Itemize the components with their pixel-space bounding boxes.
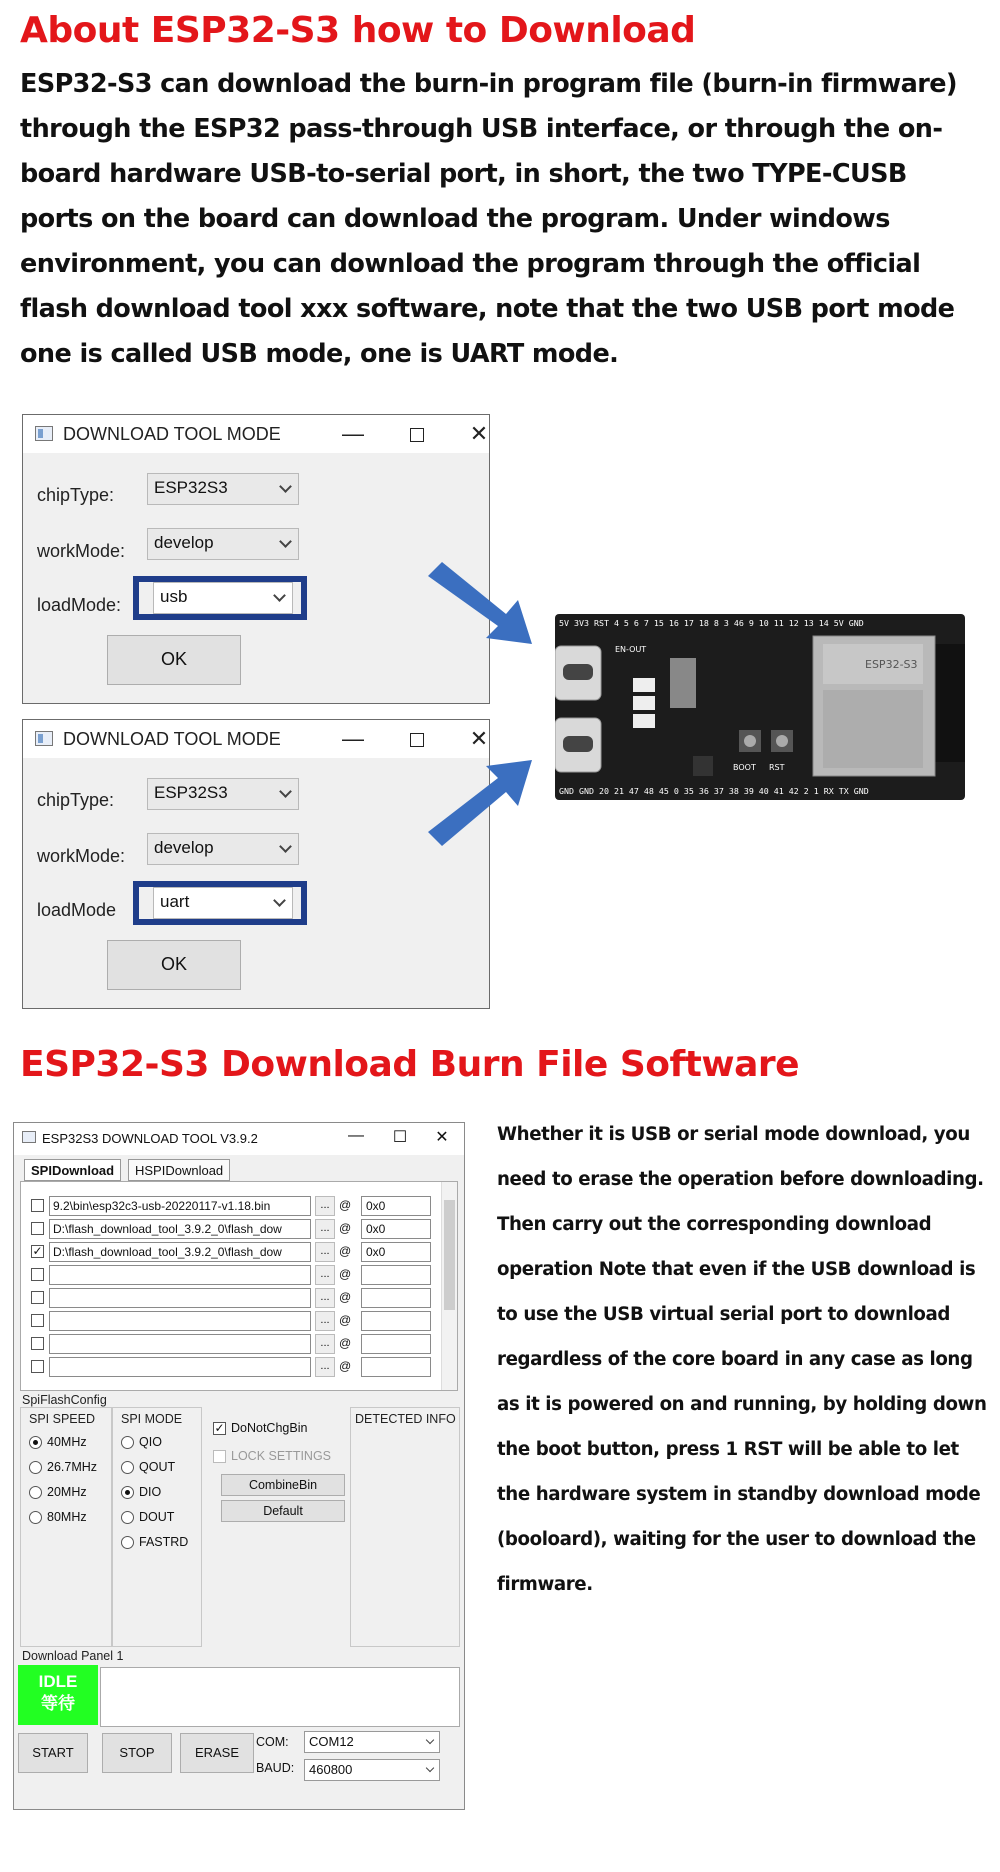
software-description: Whether it is USB or serial mode download, you need to erase the operation before downloading. Then carry out the corresponding download operation Note that even if the USB download is to use the USB virtual serial port to download regardless of the core board in any case as long as it is powered on and running, by holding down the boot button, press 1 RST will be able to let the hardware system in standby download mode (booloard), waiting for the user to download the firmware. xyxy=(497,1124,987,1595)
radio-26mhz[interactable] xyxy=(29,1461,42,1474)
address-input[interactable] xyxy=(361,1334,431,1354)
at-label: @ xyxy=(339,1336,352,1350)
file-enable-checkbox[interactable] xyxy=(31,1291,44,1304)
tool-titlebar xyxy=(14,1123,464,1155)
esp32-s3-board xyxy=(555,606,965,806)
status-badge xyxy=(18,1665,98,1725)
radio-label: QOUT xyxy=(139,1460,176,1474)
radio-fastrd[interactable] xyxy=(121,1536,134,1549)
file-row xyxy=(31,1288,451,1308)
address-input[interactable]: 0x0 xyxy=(361,1196,431,1216)
browse-button[interactable]: ... xyxy=(315,1196,335,1216)
close-button[interactable]: ✕ xyxy=(469,421,489,446)
file-enable-checkbox[interactable] xyxy=(31,1268,44,1281)
chevron-down-icon xyxy=(426,1764,434,1772)
file-path-input[interactable]: 9.2\bin\esp32c3-usb-20220117-v1.18.bin xyxy=(49,1196,311,1216)
baud-label: BAUD: xyxy=(256,1761,295,1775)
browse-button[interactable]: ... xyxy=(315,1219,335,1239)
file-enable-checkbox[interactable] xyxy=(31,1360,44,1373)
address-input[interactable]: 0x0 xyxy=(361,1242,431,1262)
workmode-label: workMode: xyxy=(37,541,126,561)
en-label: EN-OUT xyxy=(615,645,647,654)
address-input[interactable] xyxy=(361,1265,431,1285)
tab-hspidownload[interactable]: HSPIDownload xyxy=(128,1159,230,1181)
minimize-button[interactable]: — xyxy=(342,421,364,446)
maximize-icon xyxy=(410,733,424,747)
close-button[interactable]: ✕ xyxy=(435,1129,449,1146)
file-enable-checkbox[interactable] xyxy=(31,1222,44,1235)
arrow-right-up-icon xyxy=(420,752,540,852)
browse-button[interactable]: ... xyxy=(315,1334,335,1354)
spi-speed-label: SPI SPEED xyxy=(29,1412,95,1426)
at-label: @ xyxy=(339,1290,352,1304)
at-label: @ xyxy=(339,1221,352,1235)
workmode-select[interactable] xyxy=(147,833,299,865)
com-select[interactable] xyxy=(304,1731,440,1753)
chiptype-label: chipType: xyxy=(37,790,115,810)
dialog-title: DOWNLOAD TOOL MODE xyxy=(63,424,281,444)
maximize-button[interactable]: ☐ xyxy=(392,1129,408,1146)
options-group xyxy=(206,1407,348,1647)
radio-qio[interactable] xyxy=(121,1436,134,1449)
loadmode-highlight xyxy=(133,576,307,620)
at-label: @ xyxy=(339,1313,352,1327)
spiflashconfig-label: SpiFlashConfig xyxy=(22,1393,107,1407)
chiptype-select[interactable] xyxy=(147,778,299,810)
address-input[interactable]: 0x0 xyxy=(361,1219,431,1239)
address-input[interactable] xyxy=(361,1288,431,1308)
app-icon xyxy=(35,731,53,746)
file-enable-checkbox[interactable] xyxy=(31,1199,44,1212)
baud-select[interactable] xyxy=(304,1759,440,1781)
baud-value: 460800 xyxy=(309,1762,353,1777)
dialog-titlebar xyxy=(23,415,489,453)
maximize-button[interactable] xyxy=(397,724,437,754)
app-icon xyxy=(22,1131,36,1143)
radio-label: 40MHz xyxy=(47,1435,87,1449)
maximize-icon xyxy=(410,428,424,442)
detected-info-group xyxy=(350,1407,460,1647)
file-enable-checkbox[interactable]: ✓ xyxy=(32,1244,43,1258)
file-row xyxy=(31,1242,451,1262)
radio-dio[interactable] xyxy=(121,1486,134,1499)
file-path-input[interactable]: D:\flash_download_tool_3.9.2_0\flash_dow xyxy=(49,1219,311,1239)
combinebin-button[interactable]: CombineBin xyxy=(221,1474,345,1496)
minimize-button[interactable]: — xyxy=(342,726,364,751)
tab-spidownload[interactable]: SPIDownload xyxy=(24,1159,121,1181)
radio-label: FASTRD xyxy=(139,1535,189,1549)
radio-label: DIO xyxy=(139,1485,162,1499)
bottom-pin-labels: GND GND 20 21 47 48 45 0 35 36 37 38 39 40 41 42 2 1 RX TX GND xyxy=(559,786,869,796)
minimize-button[interactable]: — xyxy=(348,1127,364,1144)
section-heading-about: About ESP32-S3 how to Download xyxy=(20,10,696,51)
file-path-input[interactable]: D:\flash_download_tool_3.9.2_0\flash_dow xyxy=(49,1242,311,1262)
radio-qout[interactable] xyxy=(121,1461,134,1474)
log-output[interactable] xyxy=(100,1667,460,1727)
chiptype-value: ESP32S3 xyxy=(154,478,228,497)
spi-speed-group xyxy=(20,1407,112,1647)
chiptype-value: ESP32S3 xyxy=(154,783,228,802)
radio-label: QIO xyxy=(139,1435,162,1449)
arrow-right-down-icon xyxy=(420,556,540,646)
loadmode-value: usb xyxy=(160,587,188,606)
file-row xyxy=(31,1357,451,1377)
rst-label: RST xyxy=(769,763,785,772)
file-path-input[interactable] xyxy=(49,1334,311,1354)
boot-label: BOOT xyxy=(733,763,756,772)
spi-mode-label: SPI MODE xyxy=(121,1412,183,1426)
file-path-input[interactable] xyxy=(49,1357,311,1377)
file-path-input[interactable] xyxy=(49,1265,311,1285)
detected-info-label: DETECTED INFO xyxy=(355,1412,456,1426)
browse-button[interactable]: ... xyxy=(315,1265,335,1285)
browse-button[interactable]: ... xyxy=(315,1357,335,1377)
address-input[interactable] xyxy=(361,1357,431,1377)
at-label: @ xyxy=(339,1359,352,1373)
loadmode-value: uart xyxy=(160,892,190,911)
file-enable-checkbox[interactable] xyxy=(31,1314,44,1327)
loadmode-label: loadMode: xyxy=(37,595,122,615)
file-row xyxy=(31,1196,451,1216)
radio-label: 26.7MHz xyxy=(47,1460,98,1474)
download-panel-label: Download Panel 1 xyxy=(22,1649,124,1663)
app-icon xyxy=(35,426,53,441)
radio-label: 80MHz xyxy=(47,1510,87,1524)
chevron-down-icon xyxy=(279,840,292,853)
maximize-button[interactable] xyxy=(397,419,437,449)
workmode-value: develop xyxy=(154,838,214,857)
at-label: @ xyxy=(339,1267,352,1281)
radio-dout[interactable] xyxy=(121,1511,134,1524)
address-input[interactable] xyxy=(361,1311,431,1331)
file-row xyxy=(31,1219,451,1239)
module-label: ESP32-S3 xyxy=(865,658,918,671)
chevron-down-icon xyxy=(279,535,292,548)
com-value: COM12 xyxy=(309,1734,354,1749)
stop-button[interactable]: STOP xyxy=(102,1733,172,1773)
file-path-input[interactable] xyxy=(49,1288,311,1308)
default-button[interactable]: Default xyxy=(221,1500,345,1522)
radio-label: 20MHz xyxy=(47,1485,87,1499)
lock-settings-checkbox[interactable] xyxy=(213,1450,226,1463)
top-pin-labels: 5V 3V3 RST 4 5 6 7 15 16 17 18 8 3 46 9 10 11 12 13 14 5V GND xyxy=(559,618,864,628)
chevron-down-icon xyxy=(279,480,292,493)
file-enable-checkbox[interactable] xyxy=(31,1337,44,1350)
status-idle-cn-text: 等待 xyxy=(41,1694,75,1713)
browse-button[interactable]: ... xyxy=(315,1288,335,1308)
workmode-value: develop xyxy=(154,533,214,552)
chiptype-select[interactable] xyxy=(147,473,299,505)
workmode-label: workMode: xyxy=(37,846,126,866)
com-label: COM: xyxy=(256,1735,289,1749)
intro-paragraph: ESP32-S3 can download the burn-in program file (burn-in firmware) through the ESP32 pass-through USB interface, or through the on-board hardware USB-to-serial port, in short, the two TYPE-CUSB ports on the board can download the program. Under windows environment, you can download the program through the official flash download tool xxx software, note that the two USB port mode one is called USB mode, one is UART mode. xyxy=(20,69,957,369)
close-button[interactable]: ✕ xyxy=(469,726,489,751)
browse-button[interactable]: ... xyxy=(315,1242,335,1262)
erase-button[interactable]: ERASE xyxy=(180,1733,254,1773)
donotchgbin-checkbox[interactable]: ✓ xyxy=(214,1421,225,1435)
start-button[interactable]: START xyxy=(18,1733,88,1773)
ok-button[interactable]: OK xyxy=(107,940,241,990)
at-label: @ xyxy=(339,1244,352,1258)
section-heading-software: ESP32-S3 Download Burn File Software xyxy=(20,1044,800,1085)
ok-button[interactable]: OK xyxy=(107,635,241,685)
tool-title: ESP32S3 DOWNLOAD TOOL V3.9.2 xyxy=(42,1131,258,1146)
browse-button[interactable]: ... xyxy=(315,1311,335,1331)
download-tool-window xyxy=(13,1122,465,1810)
at-label: @ xyxy=(339,1198,352,1212)
chiptype-label: chipType: xyxy=(37,485,115,505)
spi-mode-group xyxy=(112,1407,202,1647)
workmode-select[interactable] xyxy=(147,528,299,560)
loadmode-label: loadMode xyxy=(37,900,117,920)
status-idle-text: IDLE xyxy=(38,1672,78,1691)
radio-label: DOUT xyxy=(139,1510,175,1524)
chevron-down-icon xyxy=(426,1736,434,1744)
file-row xyxy=(31,1265,451,1285)
lock-settings-label: LOCK SETTINGS xyxy=(231,1449,332,1463)
loadmode-highlight xyxy=(133,881,307,925)
radio-80mhz[interactable] xyxy=(29,1511,42,1524)
dialog-title: DOWNLOAD TOOL MODE xyxy=(63,729,281,749)
chevron-down-icon xyxy=(279,785,292,798)
file-path-input[interactable] xyxy=(49,1311,311,1331)
radio-20mhz[interactable] xyxy=(29,1486,42,1499)
file-list xyxy=(20,1181,458,1391)
file-row xyxy=(31,1334,451,1354)
file-row xyxy=(31,1311,451,1331)
radio-40mhz[interactable] xyxy=(29,1436,42,1449)
donotchgbin-label: DoNotChgBin xyxy=(231,1421,308,1435)
